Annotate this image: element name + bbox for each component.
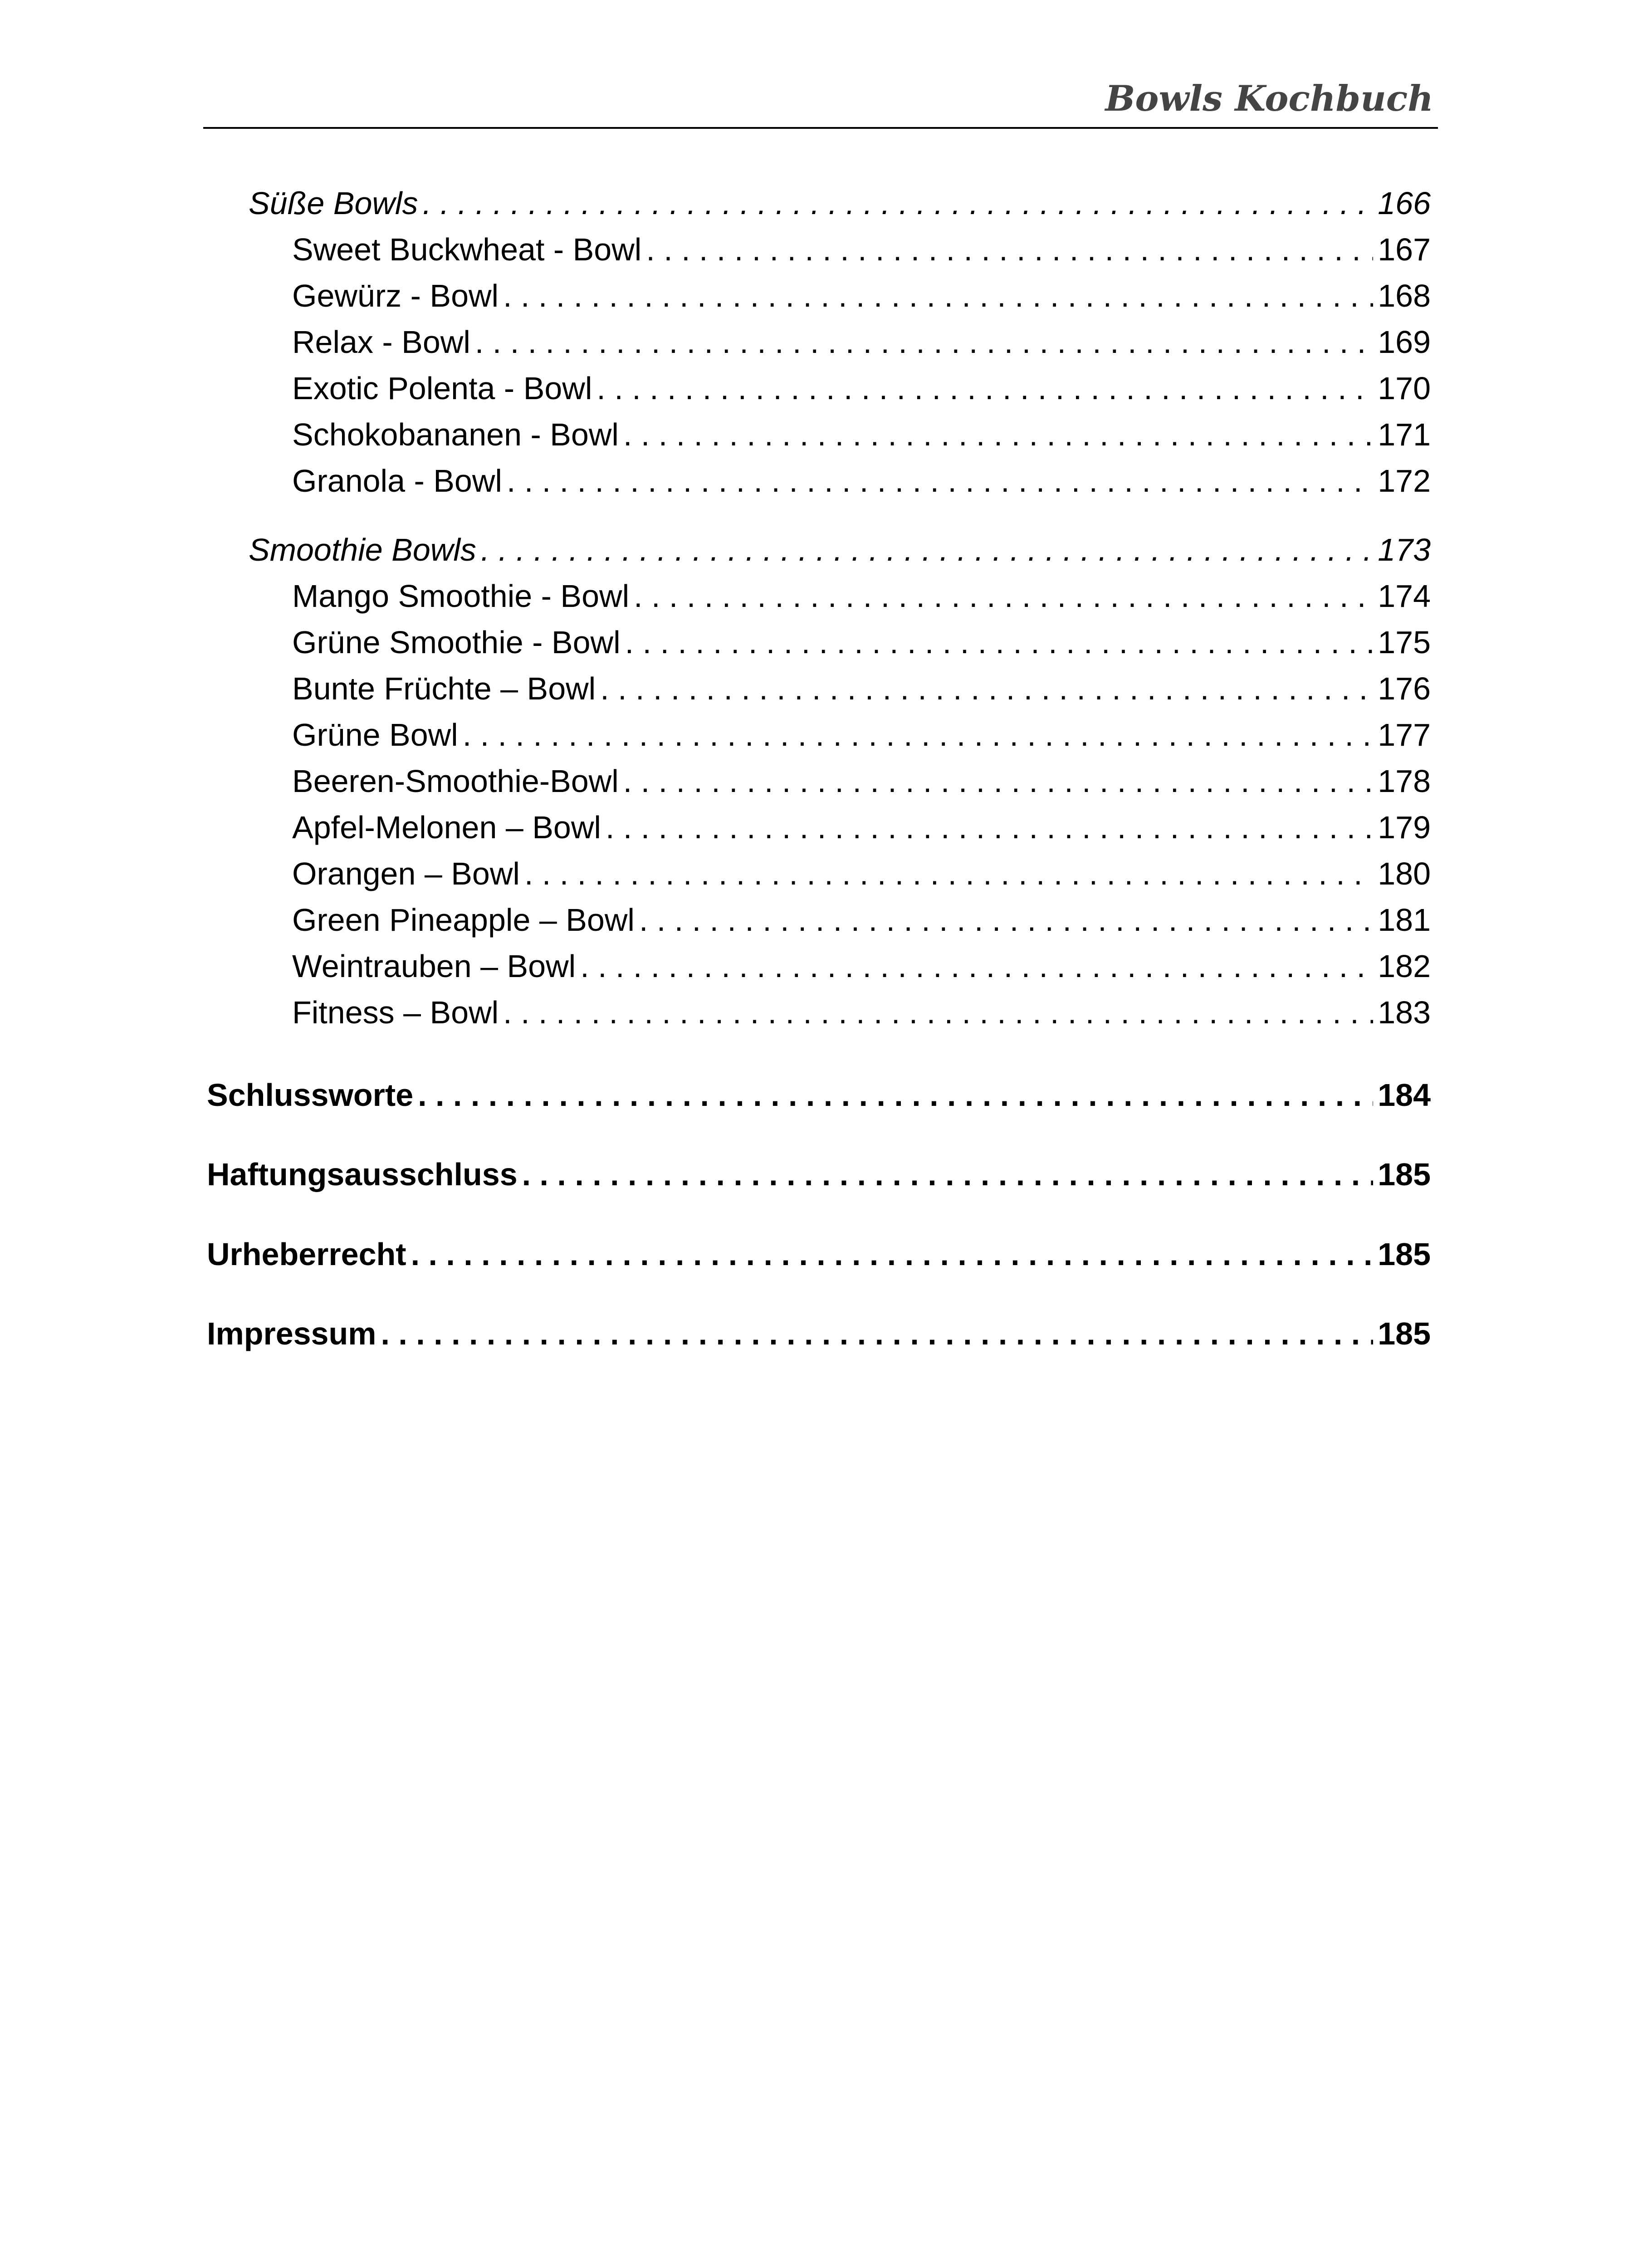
toc-entry-page: 185 bbox=[1378, 1316, 1431, 1351]
toc-entry-page: 181 bbox=[1378, 902, 1431, 938]
toc-entry-title: Granola - Bowl bbox=[292, 463, 502, 499]
toc-entry-page: 166 bbox=[1378, 186, 1431, 221]
toc-entry-title: Exotic Polenta - Bowl bbox=[292, 371, 592, 406]
toc-chapter-urheberrecht[interactable] bbox=[207, 1236, 1431, 1272]
toc-entry-title: Beeren-Smoothie-Bowl bbox=[292, 763, 619, 799]
toc-item[interactable] bbox=[292, 278, 1431, 314]
dot-leader bbox=[503, 994, 1373, 1031]
dot-leader bbox=[634, 578, 1373, 614]
toc-entry-title: Green Pineapple – Bowl bbox=[292, 902, 635, 938]
toc-entry-title: Urheberrecht bbox=[207, 1237, 406, 1272]
toc-section-suesse-bowls[interactable] bbox=[249, 185, 1431, 221]
toc-section-smoothie-bowls[interactable] bbox=[249, 532, 1431, 568]
dot-leader bbox=[600, 670, 1373, 707]
toc-entry-title: Grüne Bowl bbox=[292, 717, 458, 753]
dot-leader bbox=[422, 185, 1373, 221]
toc-entry-page: 185 bbox=[1378, 1237, 1431, 1272]
toc-entry-title: Weintrauben – Bowl bbox=[292, 948, 576, 984]
toc-entry-page: 179 bbox=[1378, 810, 1431, 845]
dot-leader bbox=[411, 1236, 1374, 1272]
toc-entry-page: 168 bbox=[1378, 278, 1431, 313]
toc-entry-page: 175 bbox=[1378, 625, 1431, 660]
toc-item[interactable] bbox=[292, 670, 1431, 707]
toc-item[interactable] bbox=[292, 231, 1431, 268]
dot-leader bbox=[522, 1156, 1374, 1193]
toc-entry-title: Impressum bbox=[207, 1316, 376, 1351]
toc-item[interactable] bbox=[292, 578, 1431, 614]
toc-item[interactable] bbox=[292, 763, 1431, 799]
toc-entry-title: Haftungsausschluss bbox=[207, 1157, 518, 1192]
toc-entry-page: 185 bbox=[1378, 1157, 1431, 1192]
toc-entry-title: Bunte Früchte – Bowl bbox=[292, 671, 596, 706]
toc-entry-title: Orangen – Bowl bbox=[292, 856, 520, 891]
toc-entry-page: 184 bbox=[1378, 1077, 1431, 1113]
toc-entry-page: 167 bbox=[1378, 232, 1431, 267]
dot-leader bbox=[475, 324, 1373, 360]
toc-entry-title: Süße Bowls bbox=[249, 186, 418, 221]
toc-entry-title: Relax - Bowl bbox=[292, 324, 470, 360]
toc-item[interactable] bbox=[292, 809, 1431, 846]
toc-chapter-schlussworte[interactable] bbox=[207, 1077, 1431, 1113]
toc-entry-title: Schokobananen - Bowl bbox=[292, 417, 619, 452]
toc-chapter-haftungsausschluss[interactable] bbox=[207, 1156, 1431, 1193]
toc-item[interactable] bbox=[292, 948, 1431, 984]
dot-leader bbox=[606, 809, 1373, 846]
dot-leader bbox=[463, 717, 1373, 753]
toc-entry-title: Grüne Smoothie - Bowl bbox=[292, 625, 621, 660]
toc-item[interactable] bbox=[292, 624, 1431, 660]
toc-item[interactable] bbox=[292, 994, 1431, 1031]
header-rule bbox=[203, 127, 1438, 129]
toc-entry-title: Schlussworte bbox=[207, 1077, 414, 1113]
toc-entry-page: 180 bbox=[1378, 856, 1431, 891]
toc-entry-page: 172 bbox=[1378, 463, 1431, 499]
toc-entry-title: Gewürz - Bowl bbox=[292, 278, 499, 313]
toc-entry-page: 170 bbox=[1378, 371, 1431, 406]
dot-leader bbox=[625, 624, 1374, 660]
toc-entry-title: Sweet Buckwheat - Bowl bbox=[292, 232, 642, 267]
dot-leader bbox=[418, 1077, 1373, 1113]
dot-leader bbox=[524, 855, 1373, 892]
dot-leader bbox=[481, 532, 1373, 568]
toc-item[interactable] bbox=[292, 416, 1431, 453]
toc-entry-page: 177 bbox=[1378, 717, 1431, 753]
toc-entry-page: 183 bbox=[1378, 995, 1431, 1030]
dot-leader bbox=[623, 416, 1373, 453]
running-header-title: Bowls Kochbuch bbox=[1105, 78, 1433, 119]
dot-leader bbox=[623, 763, 1373, 799]
toc-entry-title: Apfel-Melonen – Bowl bbox=[292, 810, 601, 845]
dot-leader bbox=[646, 231, 1373, 268]
toc-entry-page: 176 bbox=[1378, 671, 1431, 706]
toc-entry-page: 174 bbox=[1378, 578, 1431, 614]
toc-entry-title: Smoothie Bowls bbox=[249, 532, 476, 567]
dot-leader bbox=[639, 902, 1373, 938]
toc-item[interactable] bbox=[292, 902, 1431, 938]
toc-entry-title: Fitness – Bowl bbox=[292, 995, 499, 1030]
toc-item[interactable] bbox=[292, 324, 1431, 360]
toc-item[interactable] bbox=[292, 370, 1431, 406]
dot-leader bbox=[596, 370, 1373, 406]
toc-item[interactable] bbox=[292, 463, 1431, 499]
toc-item[interactable] bbox=[292, 717, 1431, 753]
dot-leader bbox=[507, 463, 1373, 499]
toc-entry-page: 178 bbox=[1378, 763, 1431, 799]
toc-entry-title: Mango Smoothie - Bowl bbox=[292, 578, 630, 614]
dot-leader bbox=[503, 278, 1373, 314]
dot-leader bbox=[381, 1315, 1373, 1352]
dot-leader bbox=[580, 948, 1373, 984]
toc-chapter-impressum[interactable] bbox=[207, 1315, 1431, 1352]
toc-entry-page: 173 bbox=[1378, 532, 1431, 567]
toc-entry-page: 171 bbox=[1378, 417, 1431, 452]
toc-entry-page: 169 bbox=[1378, 324, 1431, 360]
toc-entry-page: 182 bbox=[1378, 948, 1431, 984]
toc-item[interactable] bbox=[292, 855, 1431, 892]
